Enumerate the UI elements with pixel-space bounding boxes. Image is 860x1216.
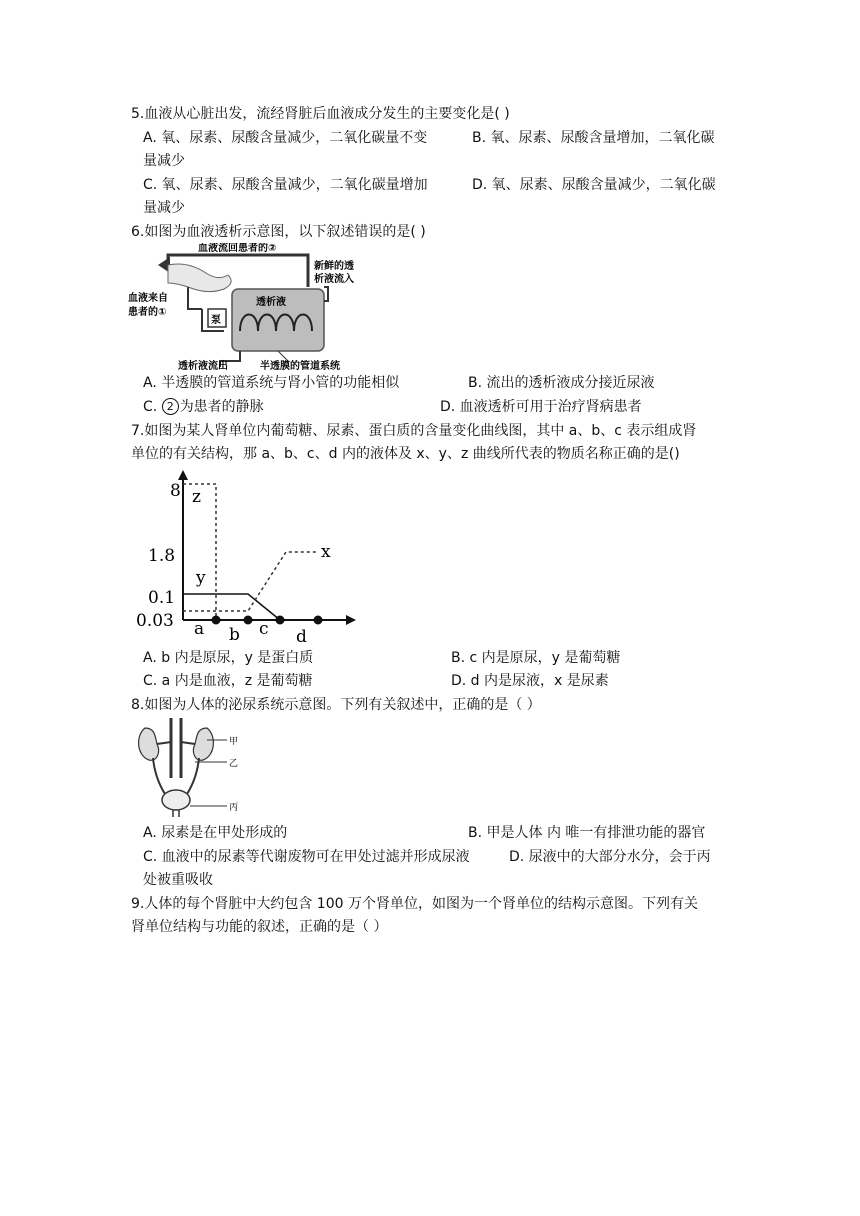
point-a-b [212,616,221,625]
point-b-c [244,616,253,625]
hand-icon [168,264,231,292]
label-yi: 乙 [229,759,239,769]
x-label-b: b [229,625,240,645]
q7-stem-line-1: 7.如图为某人肾单位内葡萄糖、尿素、蛋白质的含量变化曲线图，其中 a、b、c 表示组成肾 [131,423,697,439]
q5-option-d: D. 氧、尿素、尿酸含量减少，二氧化碳 [472,177,716,193]
q8-option-d-continued: 处被重吸收 [143,872,213,888]
circled-number-value: 2 [166,400,174,413]
circled-number-icon [162,398,179,415]
urinary-system-diagram [135,718,245,818]
q5-option-d-continued: 量减少 [143,200,185,216]
q5-option-b-continued: 量减少 [143,153,185,169]
q9-stem-line-2: 肾单位结构与功能的叙述，正确的是（ ） [131,919,388,935]
x-axis-arrow-icon [346,615,356,625]
left-kidney [139,728,159,760]
membrane-pointer [278,351,288,361]
q6-option-c-prefix: C. [143,399,162,415]
y-tick-1-8: 1.8 [148,546,176,566]
blood-from-label-2: 患者的① [128,307,167,318]
q7-option-d: D. d 内是尿液，x 是尿素 [451,673,609,689]
y-tick-8: 8 [170,481,181,501]
q5-option-b: B. 氧、尿素、尿酸含量增加，二氧化碳 [472,130,715,146]
content-change-chart [130,470,360,648]
dialysate-out-label: 透析液流出 [178,361,228,372]
right-kidney [193,728,213,760]
fresh-dialysate-label-1: 新鲜的透 [314,261,354,272]
dialysis-top-label: 血液流回患者的② [198,243,277,254]
q8-option-b: B. 甲是人体 内 唯一有排泄功能的器官 [468,825,706,841]
y-tick-0-03: 0.03 [136,611,174,631]
q6-option-c [143,397,264,417]
q6-option-a: A. 半透膜的管道系统与肾小管的功能相似 [143,375,400,391]
urethra [173,810,179,817]
q6-stem: 6.如图为血液透析示意图，以下叙述错误的是( ) [131,224,426,240]
fresh-dialysate-label-2: 析液流入 [314,274,354,285]
curve-label-z: z [192,487,201,507]
dialysate-label: 透析液 [256,297,286,308]
x-label-c: c [259,619,269,639]
ureters [153,758,199,794]
q6-option-c-text: 为患者的静脉 [179,399,264,415]
q5-stem: 5.血液从心脏出发，流经肾脏后血液成分发生的主要变化是( ) [131,106,510,122]
curve-label-x: x [321,542,331,562]
q8-option-c: C. 血液中的尿素等代谢废物可在甲处过滤并形成尿液 [143,849,470,865]
q9-stem-line-1: 9.人体的每个肾脏中大约包含 100 万个肾单位，如图为一个肾单位的结构示意图。下列有关 [131,896,698,912]
label-jia: 甲 [229,737,239,747]
renal-vessels [157,742,195,744]
q6-option-b: B. 流出的透析液成分接近尿液 [468,375,655,391]
q5-option-c: C. 氧、尿素、尿酸含量减少，二氧化碳量增加 [143,177,428,193]
curve-label-y: y [196,568,206,588]
x-label-a: a [194,619,205,639]
q8-option-a: A. 尿素是在甲处形成的 [143,825,288,841]
q6-option-d: D. 血液透析可用于治疗肾病患者 [440,399,642,415]
bladder [162,790,190,810]
point-c-d [276,616,285,625]
blood-from-label-1: 血液来自 [128,293,168,304]
q7-option-a: A. b 内是原尿，y 是蛋白质 [143,650,314,666]
membrane-system-label: 半透膜的管道系统 [260,361,340,372]
q7-option-c: C. a 内是血液，z 是葡萄糖 [143,673,313,689]
label-bing: 丙 [229,803,239,813]
q8-option-d: D. 尿液中的大部分水分，会于丙 [509,849,711,865]
q5-option-a: A. 氧、尿素、尿酸含量减少，二氧化碳量不变 [143,130,428,146]
y-tick-0-1: 0.1 [148,588,176,608]
central-vessels [171,718,181,778]
point-d-end [314,616,323,625]
q7-option-b: B. c 内是原尿，y 是葡萄糖 [451,650,621,666]
x-label-d: d [296,627,307,647]
pump-label: 泵 [211,315,221,326]
curve-y [183,594,280,620]
dialysis-diagram [128,243,368,373]
y-axis-arrow-icon [178,470,188,480]
q7-stem-line-2: 单位的有关结构，那 a、b、c、d 内的液体及 x、y、z 曲线所代表的物质名称正确的是() [131,446,680,462]
q8-stem: 8.如图为人体的泌尿系统示意图。下列有关叙述中，正确的是（ ） [131,697,541,713]
